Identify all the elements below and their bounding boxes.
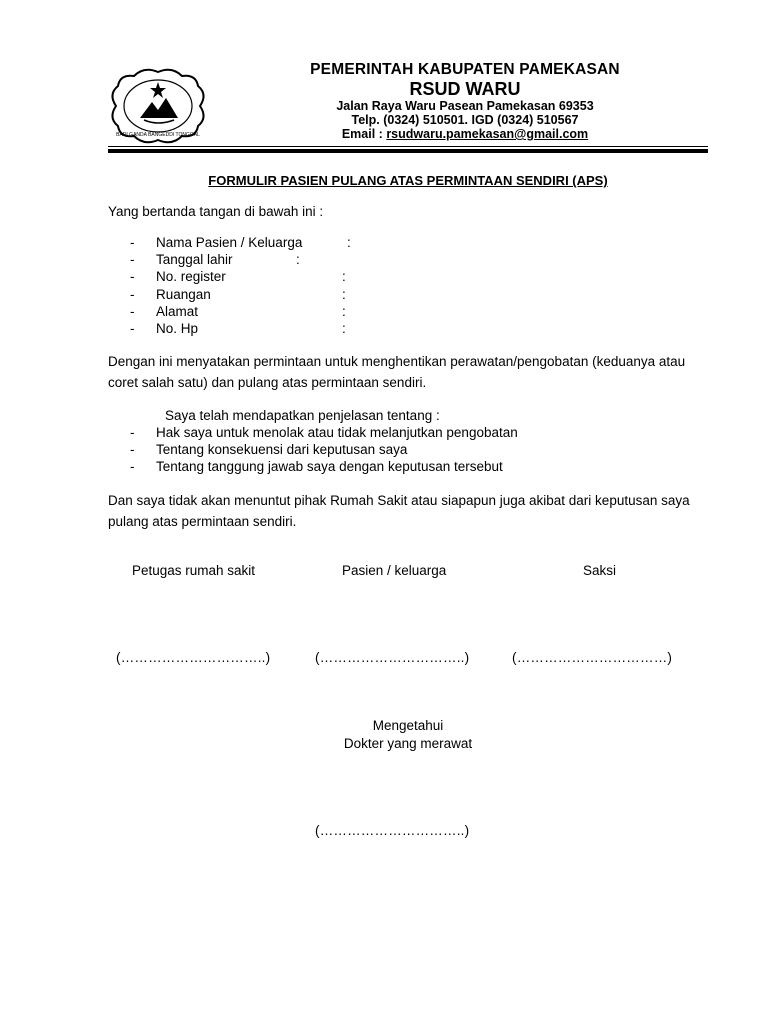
- field-colon: :: [342, 321, 346, 336]
- hospital-name: RSUD WARU: [409, 79, 521, 99]
- government-name: PEMERINTAH KABUPATEN PAMEKASAN: [310, 61, 620, 78]
- signatory-label-staff: Petugas rumah sakit: [132, 563, 256, 578]
- signature-line-staff: (…………………………..): [116, 650, 271, 665]
- field-label-register: No. register: [156, 269, 226, 284]
- field-dash: -: [130, 304, 135, 319]
- signature-line-witness: (……………………………): [512, 650, 673, 665]
- explanation-dash: -: [130, 425, 135, 440]
- doctor-label: Dokter yang merawat: [343, 736, 473, 751]
- signatory-label-witness: Saksi: [583, 563, 617, 578]
- explanation-dash: -: [130, 459, 135, 474]
- acknowledged-label: Mengetahui: [372, 718, 444, 733]
- signatory-label-patient: Pasien / keluarga: [342, 563, 447, 578]
- field-colon: :: [296, 252, 300, 267]
- intro-text: Yang bertanda tangan di bawah ini :: [108, 204, 324, 219]
- statement-text: Dengan ini menyatakan permintaan untuk menghentikan perawatan/pengobatan (keduanya atau coret salah satu) dan pulang atas permintaan sendiri.: [108, 354, 686, 390]
- field-colon: :: [342, 287, 346, 302]
- email-link[interactable]: rsudwaru.pamekasan@gmail.com: [386, 127, 589, 141]
- explanation-intro: Saya telah mendapatkan penjelasan tentang :: [165, 408, 440, 423]
- hospital-phone: Telp. (0324) 510501. IGD (0324) 510567: [351, 113, 579, 127]
- field-colon: :: [342, 269, 346, 284]
- field-dash: -: [130, 235, 135, 250]
- field-label-address: Alamat: [156, 304, 199, 319]
- field-colon: :: [342, 304, 346, 319]
- explanation-item: Hak saya untuk menolak atau tidak melanjutkan pengobatan: [156, 425, 518, 440]
- field-dash: -: [130, 321, 135, 336]
- form-title: FORMULIR PASIEN PULANG ATAS PERMINTAAN SENDIRI (APS): [208, 173, 608, 188]
- explanation-dash: -: [130, 442, 135, 457]
- email-label: Email :: [341, 127, 387, 141]
- field-colon: :: [347, 235, 351, 250]
- signature-line-doctor: (…………………………..): [315, 823, 470, 838]
- field-label-room: Ruangan: [156, 287, 211, 302]
- field-dash: -: [130, 269, 135, 284]
- regency-emblem-icon: [106, 66, 210, 146]
- hospital-address: Jalan Raya Waru Pasean Pamekasan 69353: [336, 99, 594, 113]
- waiver-text: Dan saya tidak akan menuntut pihak Rumah Sakit atau siapapun juga akibat dari keputusan saya pulang atas permintaan sendiri.: [108, 493, 690, 529]
- field-dash: -: [130, 287, 135, 302]
- hospital-email-line: [250, 127, 680, 141]
- field-label-phone: No. Hp: [156, 321, 199, 336]
- field-label-birthdate: Tanggal lahir: [156, 252, 233, 267]
- emblem-lettering: BADI GANDA BANGEDDI TONGGAL: [116, 132, 200, 138]
- letterhead-divider-thin: [108, 146, 708, 147]
- signature-line-patient: (…………………………..): [315, 650, 470, 665]
- field-dash: -: [130, 252, 135, 267]
- explanation-item: Tentang konsekuensi dari keputusan saya: [156, 442, 408, 457]
- letterhead-divider-thick: [108, 149, 708, 153]
- field-label-name: Nama Pasien / Keluarga: [156, 235, 303, 250]
- explanation-item: Tentang tanggung jawab saya dengan keputusan tersebut: [156, 459, 503, 474]
